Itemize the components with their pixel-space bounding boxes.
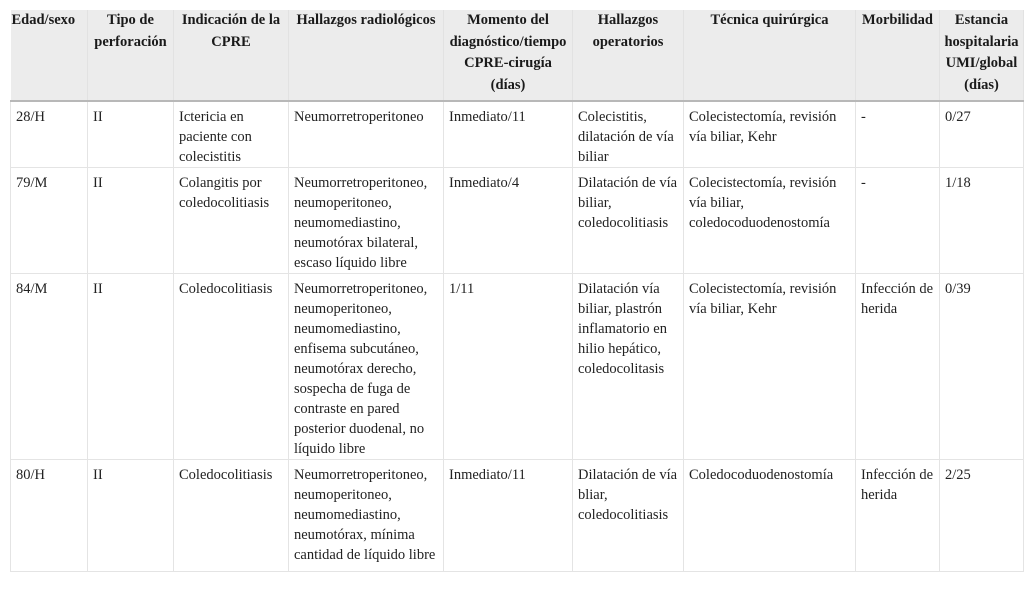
header-row [11,10,1024,101]
table-row [11,168,1024,274]
header-perforation-type: Tipo de perforación [88,10,174,101]
header-hospital-stay: Estancia hospitalaria UMI/global (días) [940,10,1024,101]
header-operative-findings: Hallazgos operatorios [573,10,684,101]
cell-age-sex: 84/M [11,274,88,460]
header-age-sex: Edad/sexo [11,10,88,101]
table-row [11,101,1024,168]
case-table [10,10,1024,572]
table-row [11,460,1024,572]
cell-age-sex: 79/M [11,168,88,274]
cell-cpre-indication: Colangitis por coledocolitiasis [174,168,289,274]
cell-perforation-type: II [88,460,174,572]
cell-diagnosis-timing: 1/11 [444,274,573,460]
cell-surgical-technique: Coledocoduodenostomía [684,460,856,572]
cell-diagnosis-timing: Inmediato/11 [444,101,573,168]
cell-hospital-stay: 2/25 [940,460,1024,572]
header-cpre-indication: Indicación de la CPRE [174,10,289,101]
cell-age-sex: 80/H [11,460,88,572]
cell-morbidity: - [856,168,940,274]
cell-surgical-technique: Colecistectomía, revisión vía biliar, Kehr [684,274,856,460]
cell-surgical-technique: Colecistectomía, revisión vía biliar, coledocoduodenostomía [684,168,856,274]
cell-morbidity: Infección de herida [856,274,940,460]
cell-radiological-findings: Neumorretroperitoneo, neumoperitoneo, neumomediastino, neumotórax, mínima cantidad de líquido libre [289,460,444,572]
cell-perforation-type: II [88,274,174,460]
cell-age-sex: 28/H [11,101,88,168]
cell-hospital-stay: 1/18 [940,168,1024,274]
cell-cpre-indication: Ictericia en paciente con colecistitis [174,101,289,168]
header-radiological-findings: Hallazgos radiológicos [289,10,444,101]
cell-diagnosis-timing: Inmediato/11 [444,460,573,572]
cell-operative-findings: Colecistitis, dilatación de vía biliar [573,101,684,168]
case-table-container [10,10,1023,572]
cell-perforation-type: II [88,168,174,274]
cell-surgical-technique: Colecistectomía, revisión vía biliar, Kehr [684,101,856,168]
cell-radiological-findings: Neumorretroperitoneo, neumoperitoneo, neumomediastino, neumotórax bilateral, escaso líquido libre [289,168,444,274]
cell-cpre-indication: Coledocolitiasis [174,460,289,572]
cell-operative-findings: Dilatación de vía biliar, coledocolitiasis [573,168,684,274]
header-surgical-technique: Técnica quirúrgica [684,10,856,101]
table-row [11,274,1024,460]
cell-diagnosis-timing: Inmediato/4 [444,168,573,274]
header-morbidity: Morbilidad [856,10,940,101]
cell-hospital-stay: 0/27 [940,101,1024,168]
cell-morbidity: Infección de herida [856,460,940,572]
cell-hospital-stay: 0/39 [940,274,1024,460]
cell-operative-findings: Dilatación vía biliar, plastrón inflamatorio en hilio hepático, coledocolitasis [573,274,684,460]
table-header [11,10,1024,101]
cell-perforation-type: II [88,101,174,168]
cell-radiological-findings: Neumorretroperitoneo, neumoperitoneo, neumomediastino, enfisema subcutáneo, neumotórax derecho, sospecha de fuga de contraste en pared posterior duodenal, no líquido libre [289,274,444,460]
cell-radiological-findings: Neumorretroperitoneo [289,101,444,168]
table-body [11,101,1024,572]
header-diagnosis-timing: Momento del diagnóstico/tiempo CPRE-cirugía (días) [444,10,573,101]
cell-morbidity: - [856,101,940,168]
cell-cpre-indication: Coledocolitiasis [174,274,289,460]
cell-operative-findings: Dilatación de vía bliar, coledocolitiasis [573,460,684,572]
